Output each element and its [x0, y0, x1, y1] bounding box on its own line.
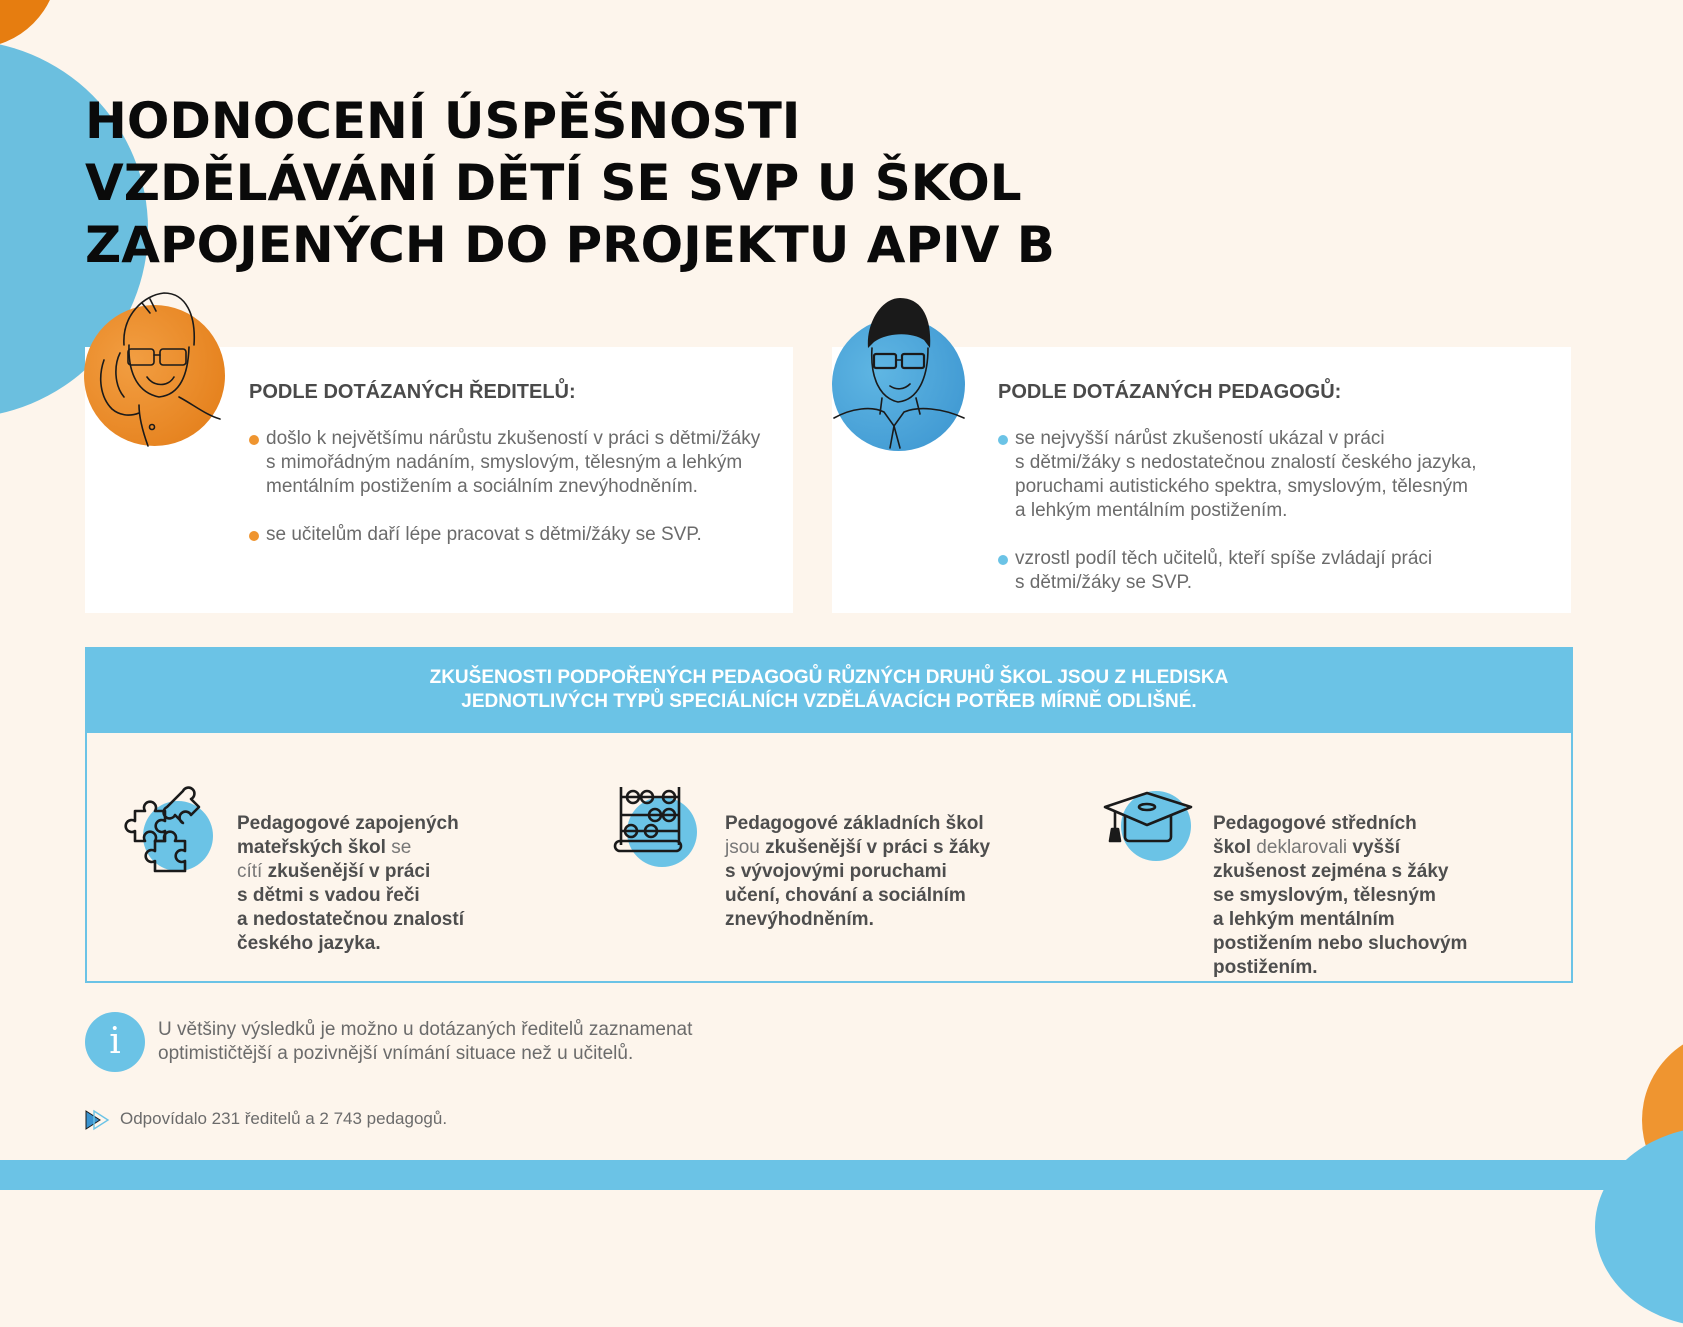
title-line: HODNOCENÍ ÚSPĚŠNOSTI: [85, 92, 801, 150]
bullet-dot-icon: [998, 555, 1008, 565]
info-icon: i: [85, 1012, 145, 1072]
decorative-circle-overlap: [0, 0, 60, 160]
teacher-avatar-icon: [832, 318, 965, 451]
footer-bar: [0, 1160, 1683, 1190]
info-line: optimističtější a pozivnější vnímání situace než u učitelů.: [158, 1043, 634, 1064]
bullet-item: vzrostl podíl těch učitelů, kteří spíše zvládají práci s dětmi/žáky se SVP.: [998, 547, 1558, 595]
bullet-item: došlo k největšímu nárůstu zkušeností v práci s dětmi/žáky s mimořádným nadáním, smyslovým, tělesným a lehkým mentálním postižením a sociálním znevýhodněním.: [249, 427, 779, 499]
page-title: [85, 90, 1055, 276]
bullet-item: se učitelům daří lépe pracovat s dětmi/žáky se SVP.: [249, 523, 779, 547]
title-line: VZDĚLÁVÁNÍ DĚTÍ SE SVP U ŠKOL: [85, 154, 1022, 212]
bullet-list: [998, 427, 1558, 619]
school-type-text: Pedagogové středních škol deklarovali vyšší zkušenost zejména s žáky se smyslovým, tělesným a lehkým mentálním postižením nebo sluchovým postižením.: [1213, 813, 1468, 978]
findings-banner: [85, 647, 1573, 733]
title-line: ZAPOJENÝCH DO PROJEKTU APIV B: [85, 216, 1055, 274]
play-arrows-icon: [84, 1108, 114, 1132]
bullet-list: [249, 427, 779, 571]
banner-line: ZKUŠENOSTI PODPOŘENÝCH PEDAGOGŮ RŮZNÝCH DRUHŮ ŠKOL JSOU Z HLEDISKA: [429, 667, 1229, 688]
director-avatar-icon: [84, 305, 225, 446]
decorative-circle-blue-bottom: [1595, 1127, 1683, 1327]
respondents-count: Odpovídalo 231 ředitelů a 2 743 pedagogů.: [120, 1109, 448, 1128]
bullet-dot-icon: [998, 435, 1008, 445]
card-heading: PODLE DOTÁZANÝCH PEDAGOGŮ:: [998, 381, 1342, 403]
card-heading: PODLE DOTÁZANÝCH ŘEDITELŮ:: [249, 381, 576, 403]
info-line: U většiny výsledků je možno u dotázaných ředitelů zaznamenat: [158, 1019, 693, 1040]
school-types-box: [85, 733, 1573, 983]
bullet-item: se nejvyšší nárůst zkušeností ukázal v práci s dětmi/žáky s nedostatečnou znalostí českého jazyka, poruchami autistického spektra, smyslovým, tělesným a lehkým mentálním postižením.: [998, 427, 1558, 523]
banner-line: JEDNOTLIVÝCH TYPŮ SPECIÁLNÍCH VZDĚLÁVACÍCH POTŘEB MÍRNĚ ODLIŠNÉ.: [461, 691, 1197, 712]
bullet-dot-icon: [249, 435, 259, 445]
bullet-dot-icon: [249, 531, 259, 541]
school-type-text: Pedagogové základních škol jsou zkušenější v práci s žáky s vývojovými poruchami učení, chování a sociálním znevýhodněním.: [725, 813, 991, 930]
school-type-text: Pedagogové zapojených mateřských škol se cítí zkušenější v práci s dětmi s vadou řeči a nedostatečnou znalostí českého jazyka.: [237, 813, 464, 954]
abacus-icon: [615, 783, 715, 863]
info-note: [158, 1018, 692, 1066]
graduation-cap-icon: [1103, 791, 1203, 871]
puzzle-icon: [127, 789, 227, 869]
